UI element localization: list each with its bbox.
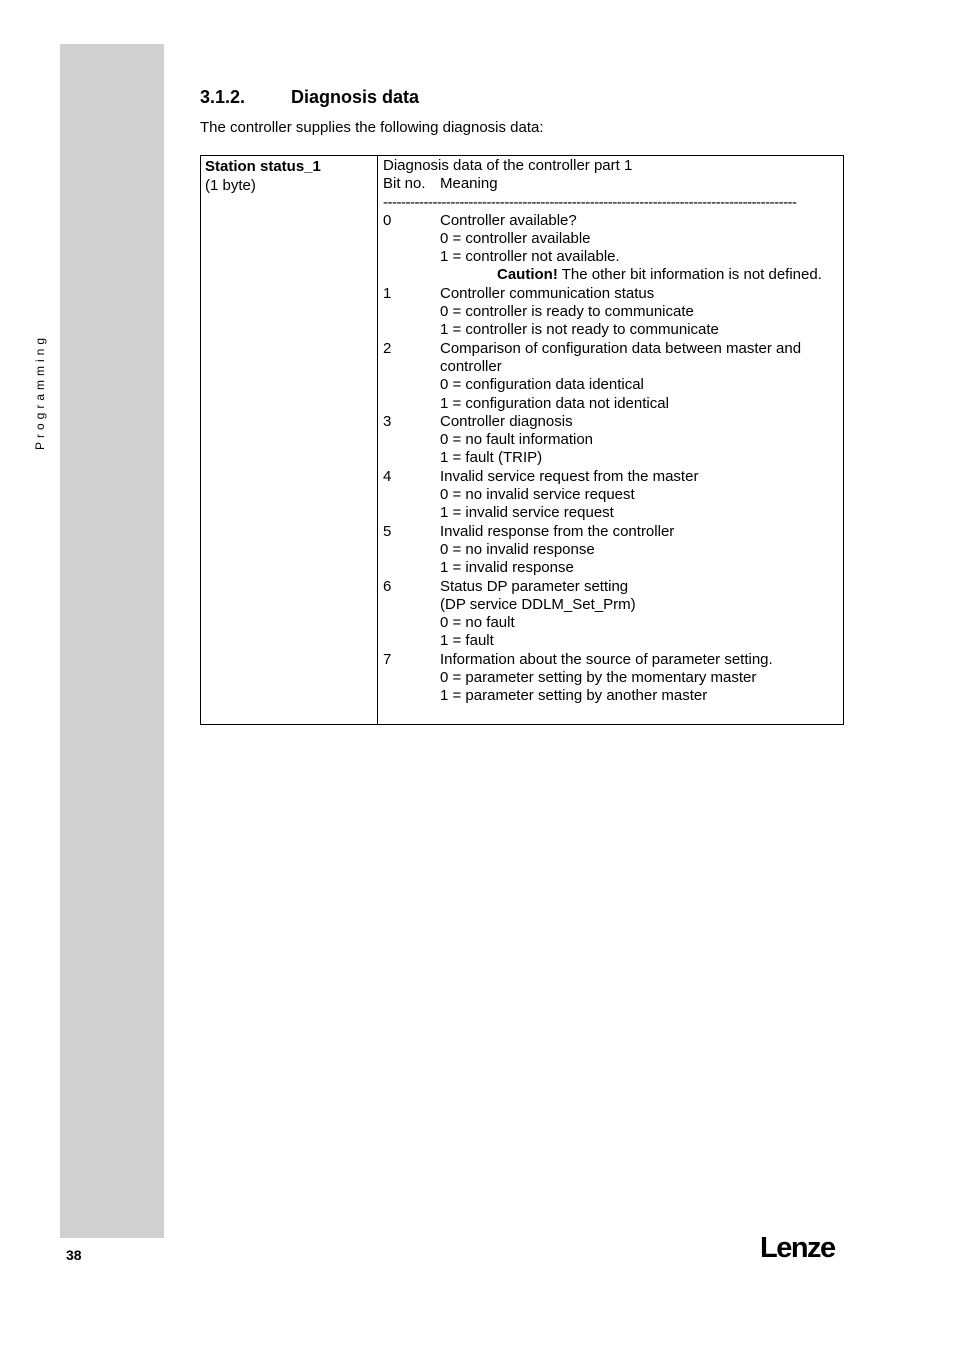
caution-label: Caution! <box>497 266 558 284</box>
col-meaning-header: Meaning <box>440 175 498 193</box>
bit-number: 1 <box>383 284 392 302</box>
bit-meaning <box>440 578 833 651</box>
station-status-name: Station status_1 <box>205 158 321 175</box>
sidebar-band <box>60 44 164 1238</box>
bit-value-line: 1 = controller is not ready to communicate <box>440 321 719 339</box>
bit-subtitle: (DP service DDLM_Set_Prm) <box>440 595 636 613</box>
caution-text: The other bit information is not defined. <box>557 266 822 284</box>
bit-row <box>383 413 833 468</box>
lenze-logo: Lenze <box>760 1232 835 1264</box>
bit-value-line: 1 = invalid response <box>440 559 574 577</box>
intro-text: The controller supplies the following diagnosis data: <box>200 119 544 136</box>
column-header-row <box>383 175 833 193</box>
sidebar-label: Programming <box>33 333 47 451</box>
bit-meaning <box>440 413 833 468</box>
bit-value-line: 0 = parameter setting by the momentary master <box>440 669 757 687</box>
diagnosis-table <box>200 155 844 725</box>
bit-number: 3 <box>383 412 392 430</box>
bit-meaning <box>440 651 833 706</box>
bit-number: 6 <box>383 577 392 595</box>
caution-note <box>440 266 833 284</box>
col-bit-header: Bit no. <box>383 175 426 193</box>
bit-value-line: 1 = configuration data not identical <box>440 394 669 412</box>
bit-number: 5 <box>383 522 392 540</box>
table-meaning-cell <box>383 157 833 706</box>
section-number: 3.1.2. <box>200 87 246 107</box>
bit-value-line: 0 = no fault <box>440 614 515 632</box>
bit-meaning <box>440 285 833 340</box>
bit-meaning <box>440 340 833 413</box>
bit-title: Status DP parameter setting <box>440 577 629 595</box>
bit-value-line: 1 = invalid service request <box>440 504 614 522</box>
table-divider <box>377 156 378 724</box>
bit-number: 0 <box>383 211 392 229</box>
bit-row <box>383 651 833 706</box>
bit-meaning <box>440 468 833 523</box>
bit-title: Comparison of configuration data between master and controller <box>440 339 802 375</box>
bit-title: Invalid response from the controller <box>440 522 675 540</box>
separator-line: -------------------------------------------------------------------------------------------- <box>383 193 797 211</box>
table-name-cell <box>205 157 321 195</box>
bit-number: 2 <box>383 339 392 357</box>
page-number: 38 <box>66 1247 82 1263</box>
bit-number: 7 <box>383 650 392 668</box>
bit-title: Controller available? <box>440 211 577 229</box>
bit-meaning <box>440 212 833 285</box>
bit-row <box>383 468 833 523</box>
bit-value-line: 0 = controller available <box>440 229 591 247</box>
bit-row <box>383 285 833 340</box>
bit-value-line: 0 = no invalid service request <box>440 486 635 504</box>
bit-title: Invalid service request from the master <box>440 467 699 485</box>
bit-value-line: 0 = no fault information <box>440 431 594 449</box>
bit-value-line: 1 = parameter setting by another master <box>440 687 708 705</box>
bit-value-line: 0 = controller is ready to communicate <box>440 303 694 321</box>
section-heading <box>200 87 419 108</box>
station-status-size: (1 byte) <box>205 177 256 194</box>
bit-row <box>383 212 833 285</box>
bit-value-line: 0 = configuration data identical <box>440 376 644 394</box>
bit-title: Controller communication status <box>440 284 655 302</box>
bit-meaning <box>440 523 833 578</box>
section-title: Diagnosis data <box>291 87 420 107</box>
bit-value-line: 0 = no invalid response <box>440 540 595 558</box>
bit-title: Information about the source of parameter setting. <box>440 650 773 668</box>
bit-title: Controller diagnosis <box>440 412 573 430</box>
bit-number: 4 <box>383 467 392 485</box>
bit-value-line: 1 = controller not available. <box>440 248 620 266</box>
bit-row <box>383 578 833 651</box>
bit-value-line: 1 = fault (TRIP) <box>440 449 543 467</box>
bit-row <box>383 340 833 413</box>
bit-row <box>383 523 833 578</box>
bit-value-line: 1 = fault <box>440 632 494 650</box>
table-header-line: Diagnosis data of the controller part 1 <box>383 157 633 174</box>
